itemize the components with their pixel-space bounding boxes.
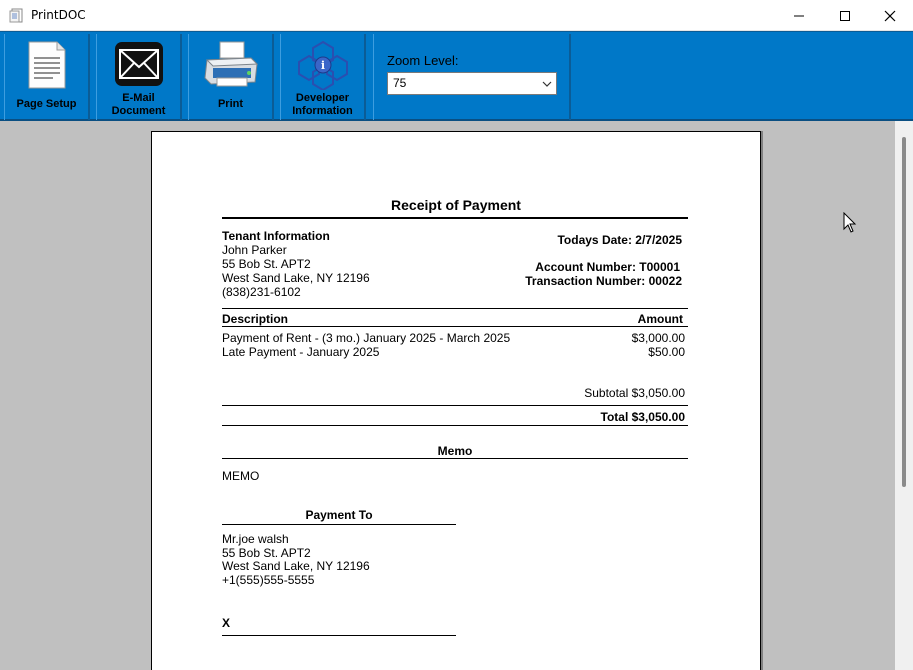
payee-address-line2: West Sand Lake, NY 12196 [222,559,370,573]
payment-to-heading: Payment To [305,508,373,522]
tenant-heading: Tenant Information [222,229,330,243]
memo-divider [222,458,688,459]
table-row-2-description: Late Payment - January 2025 [222,345,380,359]
developer-information-button[interactable] [280,34,366,120]
tenant-name: John Parker [222,243,287,257]
table-row-1-description: Payment of Rent - (3 mo.) January 2025 - March 2025 [222,331,511,345]
zoom-level-label: Zoom Level: [387,53,459,68]
tenant-address-line2: West Sand Lake, NY 12196 [222,271,370,285]
tenant-address-line1: 55 Bob St. APT2 [222,257,311,271]
print-button[interactable] [188,34,274,120]
developer-info-icon [296,40,350,90]
subtotal: Subtotal $3,050.00 [584,386,685,400]
mouse-cursor-icon [843,212,857,234]
signature-mark: X [222,616,231,630]
email-label-line1: E-Mail [122,92,155,104]
app-icon [9,7,25,23]
todays-date: Todays Date: 2/7/2025 [557,233,682,247]
window-title: PrintDOC [31,8,86,22]
printer-icon [203,40,259,90]
vertical-scrollbar[interactable] [895,121,913,670]
toolbar [0,31,913,121]
minimize-button[interactable] [776,0,822,31]
payment-to-divider [222,524,456,525]
close-button[interactable] [867,0,913,31]
table-header-divider [222,326,688,327]
email-document-button[interactable] [96,34,182,120]
chevron-down-icon [542,79,552,89]
transaction-number: Transaction Number: 00022 [525,274,682,288]
zoom-level-select[interactable] [387,72,557,95]
email-label-line2: Document [111,105,166,117]
table-row-1-amount: $3,000.00 [631,331,685,345]
svg-text:i: i [320,59,325,72]
title-bar [0,0,913,31]
receipt-title: Receipt of Payment [391,197,521,213]
minimize-icon [793,10,805,22]
total: Total $3,050.00 [600,410,685,424]
column-amount-header: Amount [637,312,683,326]
memo-heading: Memo [437,444,473,458]
table-row-2-amount: $50.00 [648,345,685,359]
table-top-divider [222,308,688,309]
page-setup-button[interactable] [4,34,90,120]
close-icon [884,10,896,22]
document-viewer[interactable] [0,121,895,670]
page-setup-label: Page Setup [16,98,77,110]
document-page [151,131,761,670]
email-icon [113,40,165,88]
payee-address-line1: 55 Bob St. APT2 [222,546,311,560]
signature-line [222,635,456,636]
account-number: Account Number: T00001 [535,260,680,274]
page-setup-icon [25,40,69,90]
total-divider [222,425,688,426]
payee-name: Mr.joe walsh [222,532,289,546]
print-label: Print [217,98,244,110]
memo-text: MEMO [222,469,260,483]
developer-label-line1: Developer [295,92,350,104]
payee-phone: +1(555)555-5555 [222,573,315,587]
maximize-button[interactable] [822,0,868,31]
maximize-icon [839,10,851,22]
zoom-panel [373,34,571,120]
developer-label-line2: Information [292,105,353,117]
title-divider [222,217,688,219]
subtotal-divider [222,405,688,406]
column-description-header: Description [222,312,289,326]
scrollbar-thumb[interactable] [902,137,906,487]
zoom-level-value: 75 [393,76,407,90]
tenant-phone: (838)231-6102 [222,285,301,299]
